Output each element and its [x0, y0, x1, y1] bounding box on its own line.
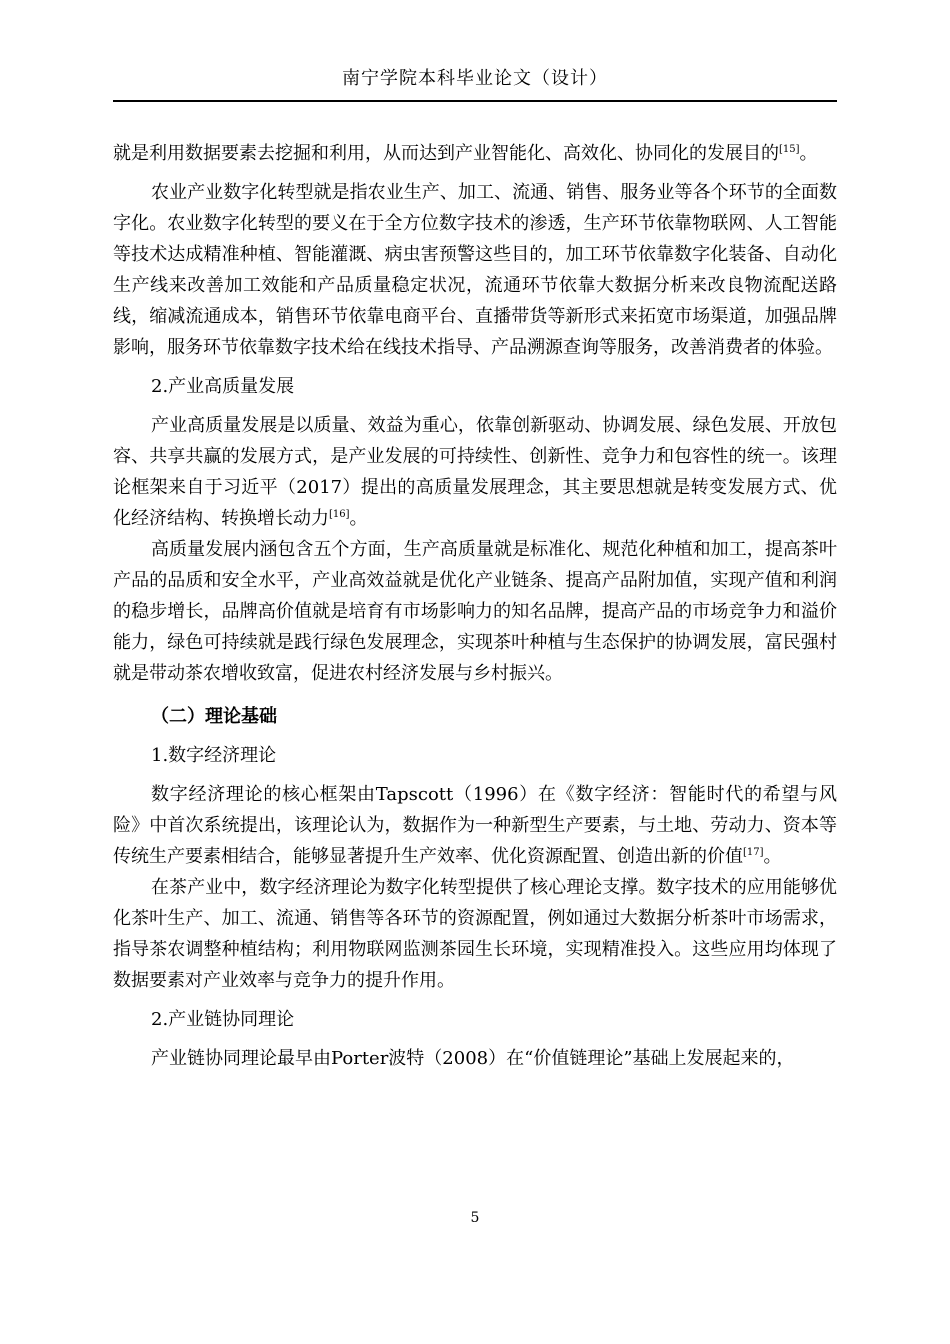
paragraph-tea-industry-digital: 在茶产业中，数字经济理论为数字化转型提供了核心理论支撑。数字技术的应用能够优化茶叶生产、加工、流通、销售等各环节的资源配置，例如通过大数据分析茶叶市场需求，指导茶农调整种植结构；利用物联网监测茶园生长环境，实现精准投入。这些应用均体现了数据要素对产业效率与竞争力的提升作用。 [113, 877, 837, 991]
paragraph-text: 数字经济理论的核心框架由Tapscott（1996）在《数字经济：智能时代的希望与风险》中首次系统提出，该理论认为，数据作为一种新型生产要素，与土地、劳动力、资本等传统生产要素相结合，能够显著提升生产效率、优化资源配置、创造出新的价值 [113, 784, 837, 867]
section-heading-theory-basis: （二）理论基础 [151, 706, 277, 727]
header-divider [113, 100, 837, 102]
citation-ref: [15] [779, 144, 800, 155]
subheading-digital-economy-theory: 1.数字经济理论 [151, 745, 277, 766]
page-number: 5 [470, 1210, 480, 1226]
citation-ref: [17] [743, 847, 764, 858]
paragraph-quality-development [113, 410, 837, 534]
paragraph-text: 就是利用数据要素去挖掘和利用，从而达到产业智能化、高效化、协同化的发展目的 [113, 143, 779, 164]
paragraph-quality-connotation: 高质量发展内涵包含五个方面，生产高质量就是标准化、规范化种植和加工，提高茶叶产品的品质和安全水平，产业高效益就是优化产业链条、提高产品附加值，实现产值和利润的稳步增长，品牌高价值就是培育有市场影响力的知名品牌，提高产品的市场竞争力和溢价能力，绿色可持续就是践行绿色发展理念，实现茶叶种植与生态保护的协调发展，富民强村就是带动茶农增收致富，促进农村经济发展与乡村振兴。 [113, 539, 837, 684]
subheading-industry-quality: 2.产业高质量发展 [151, 376, 295, 397]
paragraph-agri-digital-transformation: 农业产业数字化转型就是指农业生产、加工、流通、销售、服务业等各个环节的全面数字化。农业数字化转型的要义在于全方位数字技术的渗透，生产环节依靠物联网、人工智能等技术达成精准种植、智能灌溉、病虫害预警这些目的，加工环节依靠数字化装备、自动化生产线来改善加工效能和产品质量稳定状况，流通环节依靠大数据分析来改良物流配送路线，缩减流通成本，销售环节依靠电商平台、直播带货等新形式来拓宽市场渠道，加强品牌影响，服务环节依靠数字技术给在线技术指导、产品溯源查询等服务，改善消费者的体验。 [113, 182, 837, 358]
paragraph-digital-economy-theory [113, 779, 837, 872]
paragraph-end: 。 [349, 508, 368, 529]
paragraph-end: 。 [799, 143, 818, 164]
subheading-chain-synergy-theory: 2.产业链协同理论 [151, 1009, 295, 1030]
document-body [113, 138, 837, 1074]
citation-ref: [16] [329, 509, 350, 520]
paragraph-chain-synergy: 产业链协同理论最早由Porter波特（2008）在“价值链理论”基础上发展起来的， [151, 1048, 795, 1069]
paragraph-digital-definition-end [113, 138, 837, 169]
page-header-title: 南宁学院本科毕业论文（设计） [342, 68, 608, 89]
paragraph-end: 。 [763, 846, 782, 867]
paragraph-text: 产业高质量发展是以质量、效益为重心，依靠创新驱动、协调发展、绿色发展、开放包容、共享共赢的发展方式，是产业发展的可持续性、创新性、竞争力和包容性的统一。该理论框架来自于习近平（2017）提出的高质量发展理念，其主要思想就是转变发展方式、优化经济结构、转换增长动力 [113, 415, 837, 529]
